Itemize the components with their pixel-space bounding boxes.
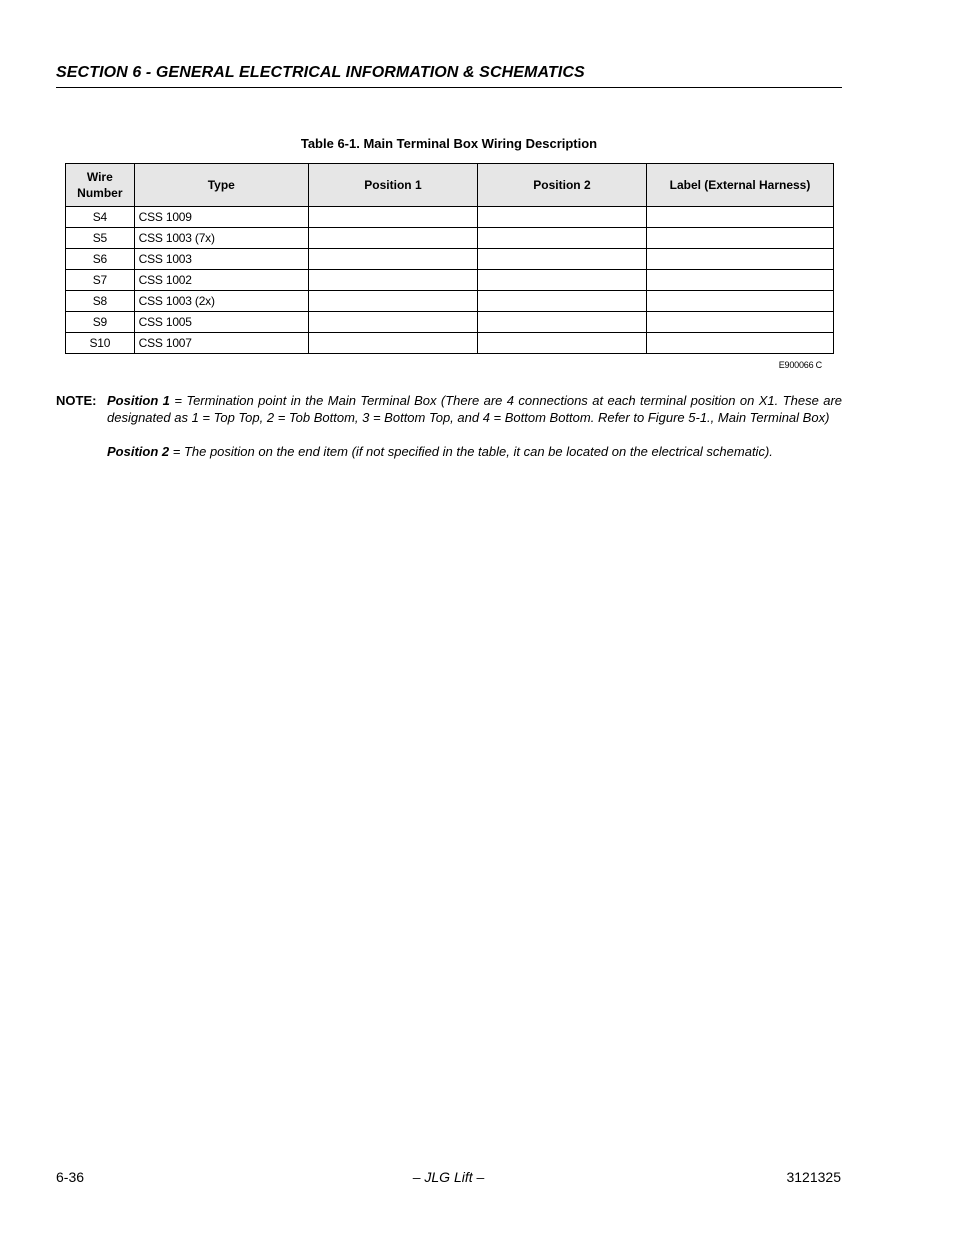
section-header: [56, 64, 842, 88]
column-header-type: Type: [134, 164, 308, 207]
cell-wire: S5: [66, 228, 135, 249]
cell-wire: S10: [66, 333, 135, 354]
table-row: [66, 312, 834, 333]
cell-wire: S4: [66, 207, 135, 228]
cell-position-2: [477, 249, 646, 270]
table-row: [66, 291, 834, 312]
cell-label: [646, 291, 833, 312]
cell-position-1: [308, 249, 477, 270]
cell-position-1: [308, 291, 477, 312]
note-text-position-2: = The position on the end item (if not specified in the table, it can be located on the electrical schematic).: [169, 444, 773, 459]
cell-type: CSS 1007: [134, 333, 308, 354]
footer-doc-number: 3121325: [786, 1169, 841, 1185]
note-paragraph-1: [107, 392, 842, 426]
wiring-table: [65, 163, 834, 354]
table-row: [66, 333, 834, 354]
cell-position-2: [477, 228, 646, 249]
note-paragraph-2: [107, 443, 842, 460]
column-header-position-2: Position 2: [477, 164, 646, 207]
table-row: [66, 207, 834, 228]
cell-position-2: [477, 312, 646, 333]
cell-type: CSS 1003 (2x): [134, 291, 308, 312]
cell-type: CSS 1003: [134, 249, 308, 270]
cell-type: CSS 1009: [134, 207, 308, 228]
cell-type: CSS 1003 (7x): [134, 228, 308, 249]
note-term-position-2: Position 2: [107, 444, 170, 459]
note-term-position-1: Position 1: [107, 393, 170, 408]
column-header-label: Label (External Harness): [646, 164, 833, 207]
cell-wire: S7: [66, 270, 135, 291]
table-row: [66, 228, 834, 249]
column-header-wire-line2: Number: [77, 186, 123, 200]
cell-type: CSS 1002: [134, 270, 308, 291]
column-header-wire-number: [66, 164, 135, 207]
note-text-position-1: = Termination point in the Main Terminal Box (There are 4 connections at each terminal position on X1. These are designated as 1 = Top Top, 2 = Tob Bottom, 3 = Bottom Top, and 4 = Bottom Bottom. Refer to Figure 5-1., Main Terminal Box): [107, 393, 842, 425]
cell-wire: S8: [66, 291, 135, 312]
cell-position-1: [308, 207, 477, 228]
cell-label: [646, 333, 833, 354]
column-header-wire-line1: Wire: [86, 170, 113, 184]
cell-position-1: [308, 228, 477, 249]
note-block: [56, 392, 842, 460]
cell-position-1: [308, 270, 477, 291]
cell-position-2: [477, 291, 646, 312]
cell-label: [646, 228, 833, 249]
cell-position-1: [308, 333, 477, 354]
table-header-row: [66, 164, 834, 207]
footer-center-text: – JLG Lift –: [412, 1169, 485, 1185]
figure-code: E900066 C: [778, 360, 822, 370]
cell-type: CSS 1005: [134, 312, 308, 333]
cell-label: [646, 249, 833, 270]
cell-wire: S9: [66, 312, 135, 333]
table-caption: Table 6-1. Main Terminal Box Wiring Description: [300, 136, 598, 151]
table-row: [66, 270, 834, 291]
table-row: [66, 249, 834, 270]
cell-position-1: [308, 312, 477, 333]
footer-page-number: 6-36: [56, 1169, 85, 1185]
cell-label: [646, 207, 833, 228]
cell-label: [646, 312, 833, 333]
cell-position-2: [477, 333, 646, 354]
section-title: SECTION 6 - GENERAL ELECTRICAL INFORMATION & SCHEMATICS: [56, 64, 585, 81]
column-header-position-1: Position 1: [308, 164, 477, 207]
cell-position-2: [477, 270, 646, 291]
cell-label: [646, 270, 833, 291]
note-label: NOTE:: [56, 393, 97, 408]
cell-wire: S6: [66, 249, 135, 270]
cell-position-2: [477, 207, 646, 228]
